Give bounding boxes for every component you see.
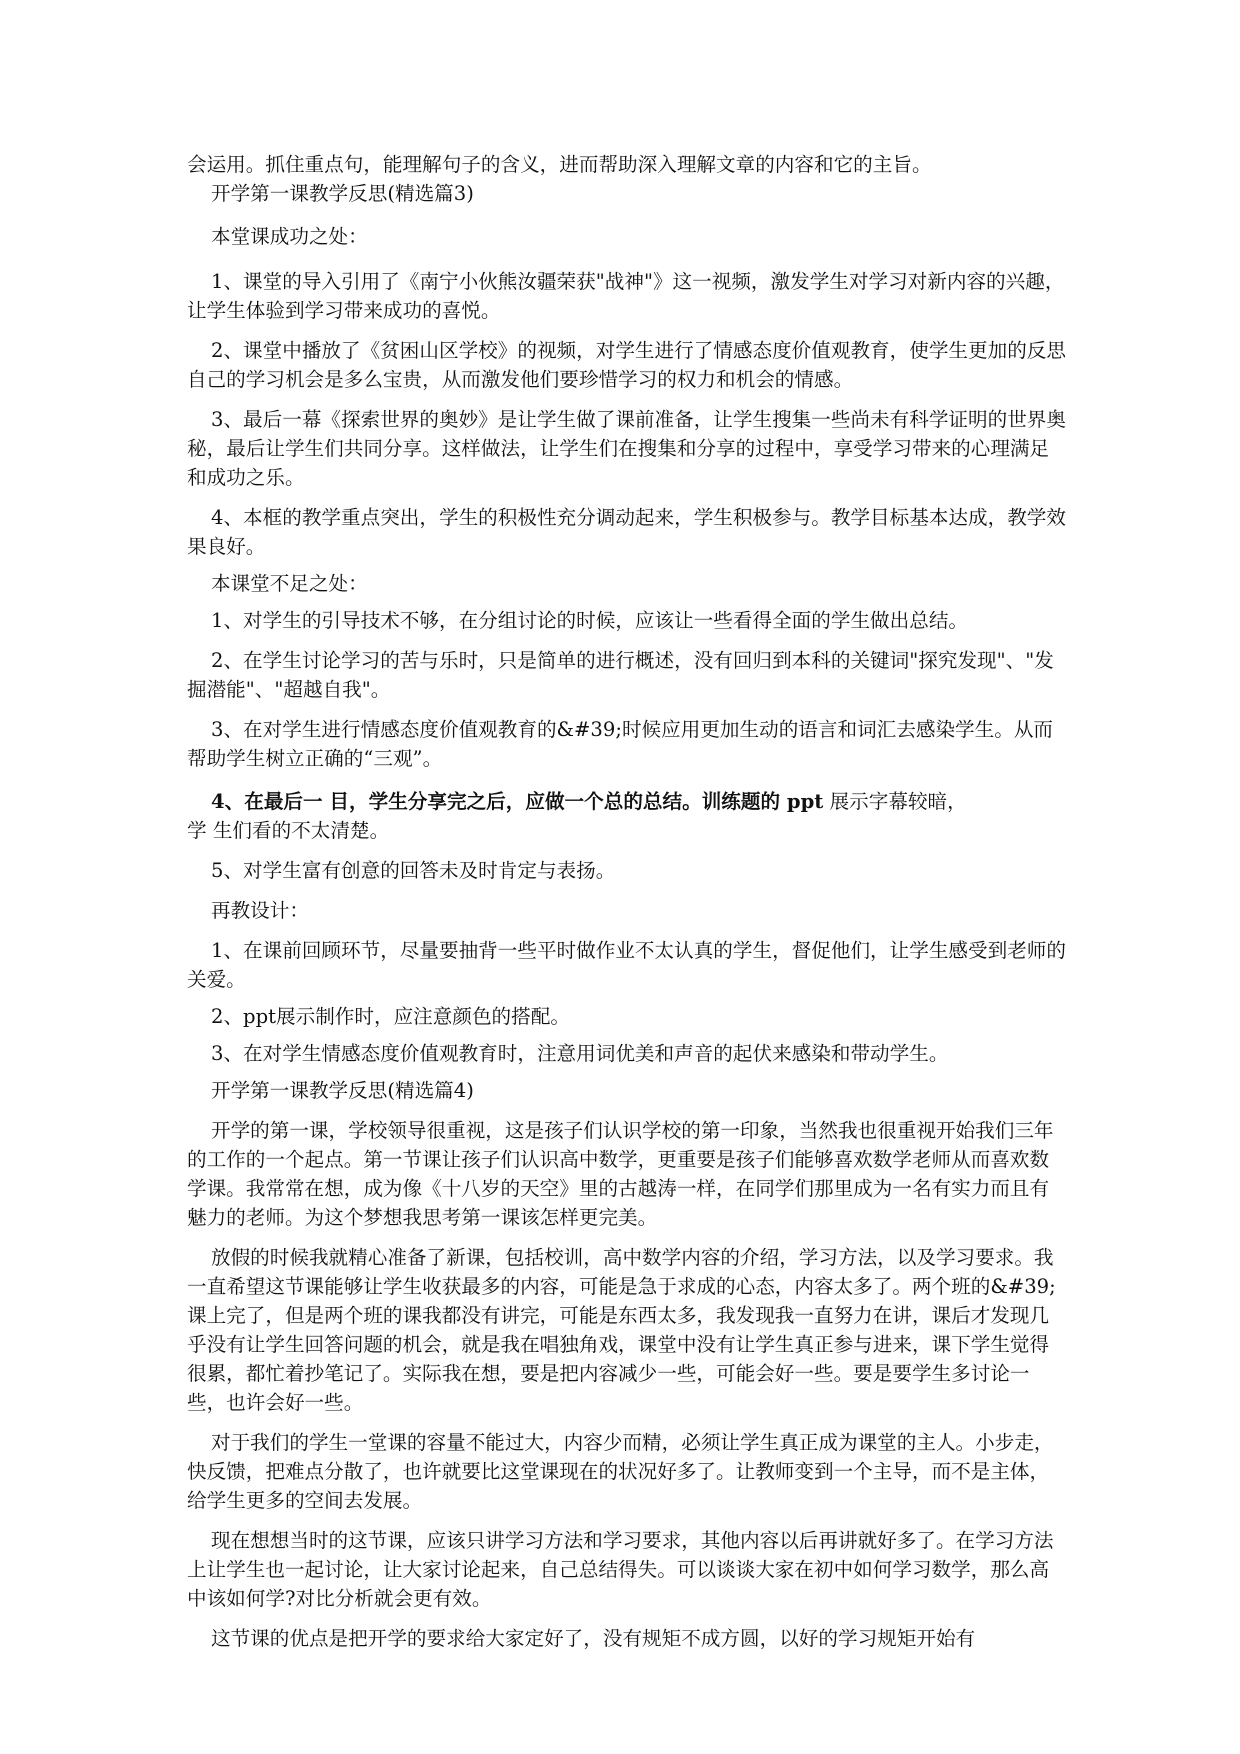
shortcoming-item-4-bold: 4、在最后一 目，学生分享完之后，应做一个总的总结。训练题的 ppt (211, 790, 824, 813)
paragraph-reflection: 现在想想当时的这节课，应该只讲学习方法和学习要求，其他内容以后再讲就好多了。在学习方法上让学生也一起讨论，让大家讨论起来，自己总结得失。可以谈谈大家在初中如何学习数学，那么高中该如何学?对比分析就会更有效。 (187, 1529, 1054, 1610)
paragraph-first-lesson: 开学的第一课，学校领导很重视，这是孩子们认识学校的第一印象，当然我也很重视开始我们三年的工作的一个起点。第一节课让孩子们认识高中数学，更重要是孩子们能够喜欢数学老师从而喜欢数学课。我常常在想，成为像《十八岁的天空》里的古越涛一样，在同学们那里成为一名有实力而且有魅力的老师。为这个梦想我思考第一课该怎样更完美。 (187, 1119, 1054, 1229)
subheading-shortcomings: 本课堂不足之处： (211, 572, 368, 595)
shortcoming-item-4-normal: 展示字幕较暗， (823, 790, 967, 813)
paragraph-preparation: 放假的时候我就精心准备了新课，包括校训，高中数学内容的介绍，学习方法，以及学习要求。我一直希望这节课能够让学生收获最多的内容，可能是急于求成的心态，内容太多了。两个班的&#39;课上完了，但是两个班的课我都没有讲完，可能是东西太多，我发现我一直努力在讲，课后才发现几乎没有让学生回答问题的机会，就是我在唱独角戏，课堂中没有让学生真正参与进来，课下学生觉得很累，都忙着抄笔记了。实际我在想，要是把内容减少一些，可能会好一些。要是要学生多讨论一些，也许会好一些。 (187, 1246, 1056, 1414)
success-item-2: 2、课堂中播放了《贫困山区学校》的视频，对学生进行了情感态度价值观教育，使学生更加的反思自己的学习机会是多么宝贵，从而激发他们要珍惜学习的权力和机会的情感。 (187, 339, 1066, 391)
redesign-item-1: 1、在课前回顾环节，尽量要抽背一些平时做作业不太认真的学生，督促他们，让学生感受到老师的关爱。 (187, 939, 1066, 991)
shortcoming-item-1: 1、对学生的引导技术不够，在分组讨论的时候，应该让一些看得全面的学生做出总结。 (211, 609, 969, 632)
redesign-item-3: 3、在对学生情感态度价值观教育时，注意用词优美和声音的起伏来感染和带动学生。 (211, 1042, 949, 1065)
shortcoming-item-3: 3、在对学生进行情感态度价值观教育的&#39;时候应用更加生动的语言和词汇去感染学生。从而帮助学生树立正确的“三观”。 (187, 718, 1054, 770)
shortcoming-item-2: 2、在学生讨论学习的苦与乐时，只是简单的进行概述，没有回归到本科的关键词"探究发现"、"发掘潜能"、"超越自我"。 (187, 649, 1054, 701)
section-heading-3: 开学第一课教学反思(精选篇3) (211, 182, 474, 205)
success-item-3: 3、最后一幕《探索世界的奥妙》是让学生做了课前准备，让学生搜集一些尚未有科学证明的世界奥秘，最后让学生们共同分享。这样做法，让学生们在搜集和分享的过程中，享受学习带来的心理满足和成功之乐。 (187, 408, 1066, 489)
paragraph-advantages: 这节课的优点是把开学的要求给大家定好了，没有规矩不成方圆，以好的学习规矩开始有 (211, 1627, 976, 1650)
subheading-success: 本堂课成功之处： (211, 225, 368, 248)
section-heading-4: 开学第一课教学反思(精选篇4) (211, 1079, 474, 1102)
success-item-4: 4、本框的教学重点突出，学生的积极性充分调动起来，学生积极参与。教学目标基本达成，教学效果良好。 (187, 506, 1066, 558)
shortcoming-item-4-line2: 学 生们看的不太清楚。 (187, 819, 390, 842)
shortcoming-item-5: 5、对学生富有创意的回答未及时肯定与表扬。 (211, 859, 616, 882)
shortcoming-item-4 (187, 787, 1067, 816)
redesign-item-2: 2、ppt展示制作时，应注意颜色的搭配。 (211, 1005, 570, 1028)
success-item-1: 1、课堂的导入引用了《南宁小伙熊汝疆荣获"战神"》这一视频，激发学生对学习对新内容的兴趣，让学生体验到学习带来成功的喜悦。 (187, 270, 1065, 322)
subheading-redesign: 再教设计： (211, 899, 309, 922)
document-page (187, 150, 1067, 1653)
paragraph-intro: 会运用。抓住重点句，能理解句子的含义，进而帮助深入理解文章的内容和它的主旨。 (187, 153, 932, 176)
paragraph-capacity: 对于我们的学生一堂课的容量不能过大，内容少而精，必须让学生真正成为课堂的主人。小步走，快反馈，把难点分散了，也许就要比这堂课现在的状况好多了。让教师变到一个主导，而不是主体，给学生更多的空间去发展。 (187, 1431, 1054, 1512)
